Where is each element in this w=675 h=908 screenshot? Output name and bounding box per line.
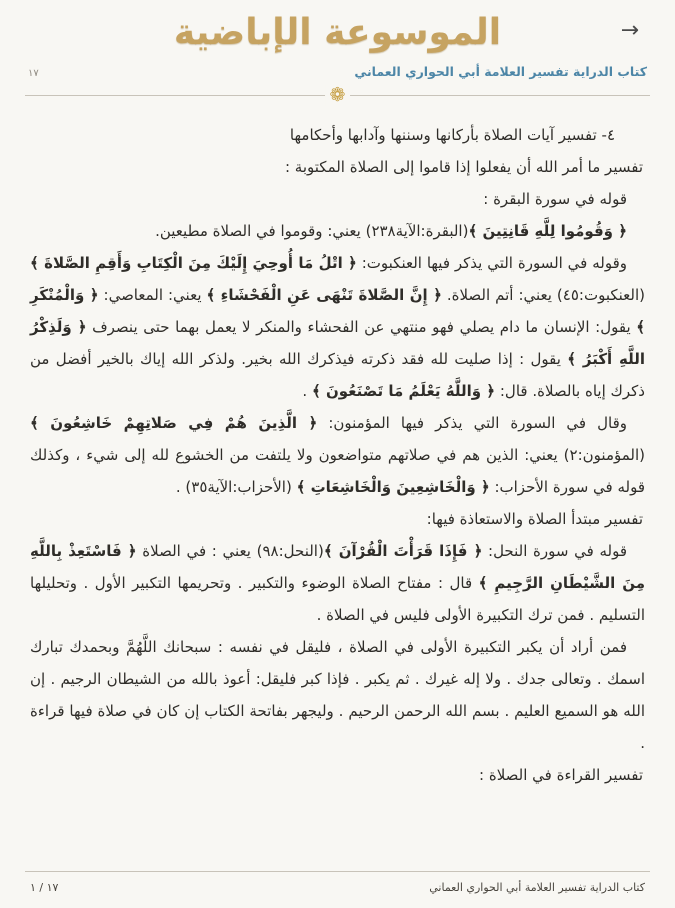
paragraph: تفسير ما أمر الله أن يفعلوا إذا قاموا إلى الصلاة المكتوبة : [284,158,643,176]
paragraph: قوله في سورة البقرة : [483,190,627,208]
quran-verse: ﴿ إِنَّ الصَّلاةَ تَنْهَى عَنِ الْفَحْشَاءِ ﴾ [206,286,442,304]
paragraph: وقال في السورة التي يذكر فيها المؤمنون: ﴿ الَّذِينَ هُمْ فِي صَلاتِهِمْ خَاشِعُونَ ﴾ (المؤمنون:٢) يعني: الذين هم في صلاتهم متواضعون ولا يلتفت من الخشوع لله إلى شيء ، وكذلك قوله في سورة الأحزاب: ﴿ وَالْخَاشِعِينَ وَالْخَاشِعَاتِ ﴾ (الأحزاب:الآية٣٥) . [30,414,645,496]
quran-verse: ﴿ وَاللَّهُ يَعْلَمُ مَا تَصْنَعُونَ ﴾ [311,382,496,400]
footer-divider [25,871,650,872]
footer-row [25,881,650,894]
back-button[interactable]: → [620,18,639,43]
page-header [28,64,647,79]
paragraph: تفسير مبتدأ الصلاة والاستعاذة فيها: [426,510,643,528]
header-page-number: ١٧ [28,68,39,79]
header-divider-wrap [25,85,650,107]
page-footer [25,871,650,894]
paragraph: تفسير القراءة في الصلاة : [479,766,643,784]
encyclopedia-logo: الموسوعة الإباضية [173,12,502,53]
paragraph: ﴿ وَقُومُوا لِلَّهِ قَانِتِينَ ﴾(البقرة:الآية٢٣٨) يعني: وقوموا في الصلاة مطيعين. [155,222,627,240]
quran-verse: ﴿ وَالْخَاشِعِينَ وَالْخَاشِعَاتِ ﴾ [296,478,490,496]
paragraph: فمن أراد أن يكبر التكبيرة الأولى في الصلاة ، فليقل في نفسه : سبحانك اللَّهُمَّ وبحمدك تبارك اسمك . وتعالى جدك . ولا إله غيرك . ثم يكبر . فإذا كبر فليقل: أعوذ بالله من الشيطان الرجيم . إن الله هو السميع العليم . بسم الله الرحمن الرحيم . وليجهر بفاتحة الكتاب إن كان في صلاة فيها قراءة . [30,638,645,752]
quran-verse: ﴿ اتْلُ مَا أُوحِيَ إِلَيْكَ مِنَ الْكِتَابِ وَأَقِمِ الصَّلاةَ ﴾ [30,254,357,272]
footer-page-info: ١٧ / ١ [30,881,59,894]
quran-verse: ﴿ وَقُومُوا لِلَّهِ قَانِتِينَ ﴾ [468,222,627,240]
quran-verse: ﴿ الَّذِينَ هُمْ فِي صَلاتِهِمْ خَاشِعُونَ ﴾ [30,414,318,432]
paragraph: ٤- تفسير آيات الصلاة بأركانها وسننها وآدابها وأحكامها [289,126,615,144]
paragraph: قوله في سورة النحل: ﴿ فَإِذَا قَرَأْتَ الْقُرْآنَ ﴾(النحل:٩٨) يعني : في الصلاة ﴿ فَاسْتَعِذْ بِاللَّهِ مِنَ الشَّيْطَانِ الرَّجِيمِ ﴾ قال : مفتاح الصلاة الوضوء والتكبير . وتحريمها التكبير الأول . وتحليلها التسليم . فمن ترك التكبيرة الأولى فليس في الصلاة . [30,542,645,624]
content-paragraphs [30,119,645,791]
paragraph: وقوله في السورة التي يذكر فيها العنكبوت: ﴿ اتْلُ مَا أُوحِيَ إِلَيْكَ مِنَ الْكِتَابِ وَأَقِمِ الصَّلاةَ ﴾ (العنكبوت:٤٥) يعني: أتم الصلاة. ﴿ إِنَّ الصَّلاةَ تَنْهَى عَنِ الْفَحْشَاءِ ﴾ يعني: المعاصي: ﴿ وَالْمُنْكَرِ ﴾ يقول: الإنسان ما دام يصلي فهو منتهي عن الفحشاء والمنكر لا يعمل بهما حتى ينصرف ﴿ وَلَذِكْرُ اللَّهِ أَكْبَرُ ﴾ يقول : إذا صليت لله فقد ذكرته فيذكرك الله بخير. ولذكر الله إياك بالخير أفضل من ذكرك إياه بالصلاة. قال: ﴿ وَاللَّهُ يَعْلَمُ مَا تَصْنَعُونَ ﴾ . [30,254,646,400]
header-book-title: كتاب الدراية تفسير العلامة أبي الحواري العماني [354,64,647,79]
quran-verse: ﴿ فَاسْتَعِذْ بِاللَّهِ مِنَ الشَّيْطَانِ الرَّجِيمِ ﴾ [30,542,645,592]
quran-verse: ﴿ وَلَذِكْرُ اللَّهِ أَكْبَرُ ﴾ [30,318,645,368]
reader-page [0,8,675,894]
quran-verse: ﴿ وَالْمُنْكَرِ ﴾ [30,286,646,336]
footer-book-title: كتاب الدراية تفسير العلامة أبي الحواري العماني [429,881,645,894]
rosette-ornament-icon: ❁ [325,85,351,106]
quran-verse: ﴿ فَإِذَا قَرَأْتَ الْقُرْآنَ ﴾ [323,542,483,560]
